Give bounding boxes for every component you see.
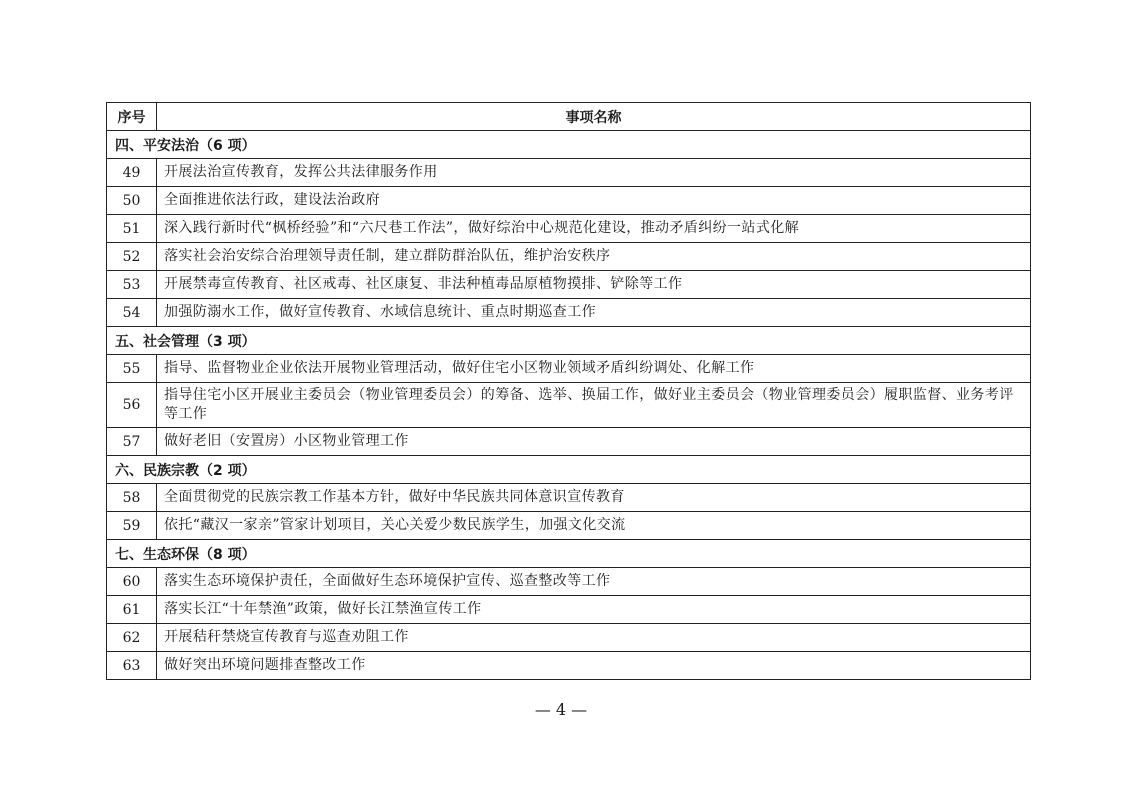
- table-row: [107, 159, 1031, 187]
- page-number: — 4 —: [534, 700, 588, 719]
- table-row: [107, 512, 1031, 540]
- item-number: 52: [107, 243, 157, 271]
- item-name: 指导住宅小区开展业主委员会（物业管理委员会）的筹备、选举、换届工作，做好业主委员会（物业管理委员会）履职监督、业务考评等工作: [157, 383, 1031, 428]
- header-number: 序号: [107, 103, 157, 131]
- section-row: [107, 131, 1031, 159]
- table-row: [107, 652, 1031, 680]
- table-row: [107, 568, 1031, 596]
- section-row: [107, 327, 1031, 355]
- table-row: [107, 383, 1031, 428]
- item-number: 57: [107, 428, 157, 456]
- item-name: 加强防溺水工作，做好宣传教育、水域信息统计、重点时期巡查工作: [157, 299, 1031, 327]
- table-row: [107, 299, 1031, 327]
- table-row: [107, 187, 1031, 215]
- item-number: 63: [107, 652, 157, 680]
- item-name: 开展法治宣传教育，发挥公共法律服务作用: [157, 159, 1031, 187]
- section-row: [107, 456, 1031, 484]
- item-name: 开展秸秆禁烧宣传教育与巡查劝阻工作: [157, 624, 1031, 652]
- section-row: [107, 540, 1031, 568]
- item-name: 落实生态环境保护责任，全面做好生态环境保护宣传、巡查整改等工作: [157, 568, 1031, 596]
- table-row: [107, 428, 1031, 456]
- item-name: 全面贯彻党的民族宗教工作基本方针，做好中华民族共同体意识宣传教育: [157, 484, 1031, 512]
- item-number: 56: [107, 383, 157, 428]
- item-name: 深入践行新时代“枫桥经验”和“六尺巷工作法”，做好综治中心规范化建设，推动矛盾纠纷一站式化解: [157, 215, 1031, 243]
- section-title: 七、生态环保（8 项）: [107, 540, 1031, 568]
- item-number: 55: [107, 355, 157, 383]
- item-number: 60: [107, 568, 157, 596]
- table-row: [107, 243, 1031, 271]
- item-number: 61: [107, 596, 157, 624]
- table-header-row: [107, 103, 1031, 131]
- item-name: 落实社会治安综合治理领导责任制，建立群防群治队伍，维护治安秩序: [157, 243, 1031, 271]
- table-row: [107, 355, 1031, 383]
- item-name: 做好老旧（安置房）小区物业管理工作: [157, 428, 1031, 456]
- item-name: 开展禁毒宣传教育、社区戒毒、社区康复、非法种植毒品原植物摸排、铲除等工作: [157, 271, 1031, 299]
- item-number: 58: [107, 484, 157, 512]
- item-number: 53: [107, 271, 157, 299]
- section-title: 六、民族宗教（2 项）: [107, 456, 1031, 484]
- table-row: [107, 624, 1031, 652]
- table-row: [107, 484, 1031, 512]
- table-body: [107, 103, 1031, 680]
- table-row: [107, 215, 1031, 243]
- item-number: 54: [107, 299, 157, 327]
- matters-table: [106, 102, 1031, 680]
- item-name: 落实长江“十年禁渔”政策，做好长江禁渔宣传工作: [157, 596, 1031, 624]
- table-row: [107, 271, 1031, 299]
- header-item-name: 事项名称: [157, 103, 1031, 131]
- item-number: 59: [107, 512, 157, 540]
- item-name: 全面推进依法行政，建设法治政府: [157, 187, 1031, 215]
- section-title: 四、平安法治（6 项）: [107, 131, 1031, 159]
- item-number: 50: [107, 187, 157, 215]
- item-number: 62: [107, 624, 157, 652]
- item-name: 做好突出环境问题排查整改工作: [157, 652, 1031, 680]
- item-name: 指导、监督物业企业依法开展物业管理活动，做好住宅小区物业领域矛盾纠纷调处、化解工作: [157, 355, 1031, 383]
- item-number: 49: [107, 159, 157, 187]
- table-row: [107, 596, 1031, 624]
- item-name: 依托“藏汉一家亲”管家计划项目，关心关爱少数民族学生，加强文化交流: [157, 512, 1031, 540]
- section-title: 五、社会管理（3 项）: [107, 327, 1031, 355]
- item-number: 51: [107, 215, 157, 243]
